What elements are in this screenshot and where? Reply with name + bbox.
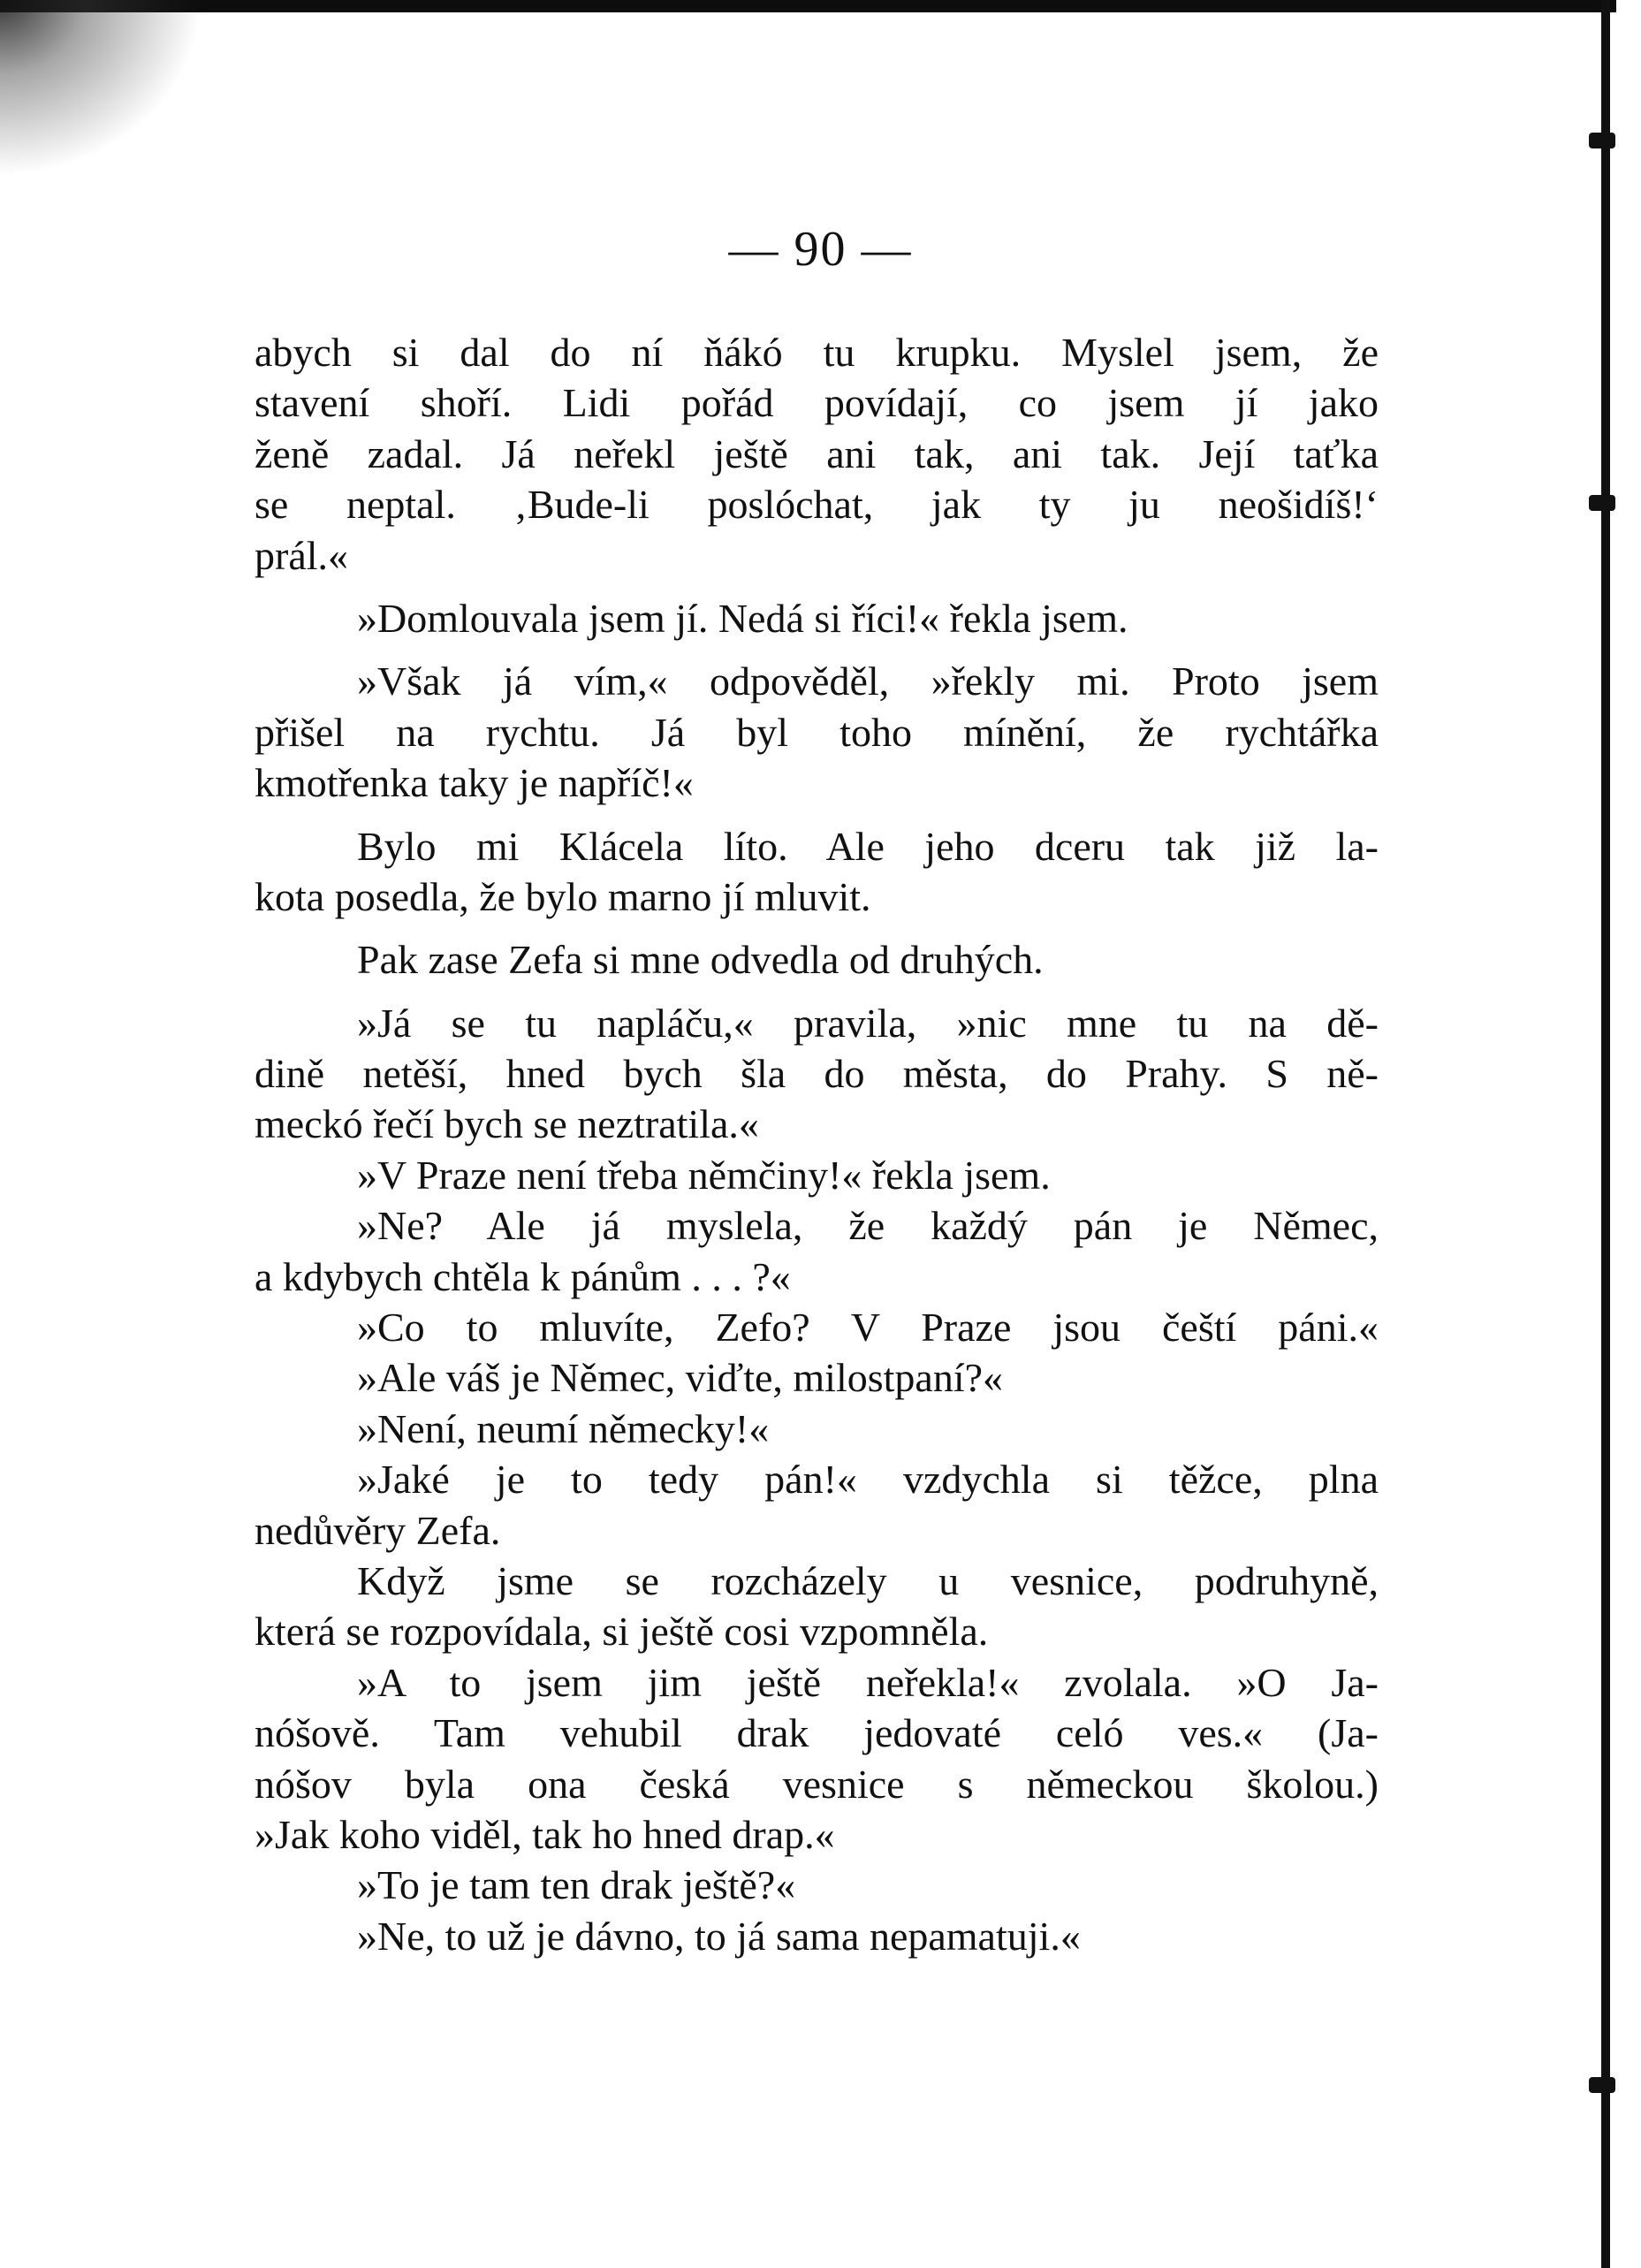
text-line: prál.« <box>255 532 349 578</box>
body-text <box>255 327 1379 1961</box>
text-line: přišel na rychtu. Já byl toho mínění, že rychtářka <box>255 709 1379 755</box>
text-line: »A to jsem jim ještě neřekla!« zvolala. »O Ja- <box>357 1659 1379 1705</box>
text-line: »Domlouvala jsem jí. Nedá si říci!« řekla jsem. <box>357 595 1128 641</box>
text-line: »Ne, to už je dávno, to já sama nepamatuji.« <box>357 1913 1081 1959</box>
text-line: Pak zase Zefa si mne odvedla od druhých. <box>357 937 1044 983</box>
text-line: nedůvěry Zefa. <box>255 1507 501 1553</box>
text-line: »Já se tu napláču,« pravila, »nic mne tu na dě- <box>357 1000 1379 1046</box>
text-line: »Jaké je to tedy pán!« vzdychla si těžce, plna <box>357 1457 1379 1503</box>
page-number: — 90 — <box>728 222 913 277</box>
text-line: meckó řečí bych se neztratila.« <box>255 1101 759 1147</box>
text-line: a kdybych chtěla k pánům . . . ?« <box>255 1253 791 1299</box>
text-line: stavení shoří. Lidi pořád povídají, co jsem jí jako <box>255 380 1379 426</box>
text-line: která se rozpovídala, si ještě cosi vzpomněla. <box>255 1609 989 1655</box>
text-line: »V Praze není třeba němčiny!« řekla jsem. <box>357 1152 1051 1198</box>
scan-top-edge <box>0 0 1641 12</box>
scan-edge-mark <box>1589 495 1615 511</box>
scan-edge-mark <box>1589 133 1615 148</box>
text-line: »Ale váš je Němec, viďte, milostpaní?« <box>357 1355 1004 1401</box>
text-line: nóšov byla ona česká vesnice s německou školou.) <box>255 1761 1379 1807</box>
text-line: kota posedla, že bylo marno jí mluvit. <box>255 873 871 919</box>
text-line: Když jsme se rozcházely u vesnice, podruhyně, <box>357 1557 1379 1603</box>
scan-right-edge <box>1601 0 1610 2268</box>
text-line: abych si dal do ní ňákó tu krupku. Myslel jsem, že <box>255 330 1379 375</box>
scan-right-margin <box>1616 0 1641 2268</box>
text-line: »To je tam ten drak ještě?« <box>357 1862 796 1908</box>
text-line: dině netěší, hned bych šla do města, do Prahy. S ně- <box>255 1051 1379 1097</box>
text-line: se neptal. ‚Bude-li poslóchat, jak ty ju neošidíš!‘ <box>255 482 1379 528</box>
text-line: »Jak koho viděl, tak ho hned drap.« <box>255 1811 835 1857</box>
text-line: ženě zadal. Já neřekl ještě ani tak, ani tak. Její taťka <box>255 430 1379 476</box>
scan-edge-mark <box>1589 2077 1615 2093</box>
text-line: »Ne? Ale já myslela, že každý pán je Němec, <box>357 1203 1379 1249</box>
text-line: »Není, neumí německy!« <box>357 1405 770 1451</box>
scan-corner-shadow <box>0 0 203 177</box>
text-line: nóšově. Tam vehubil drak jedovaté celó ves.« (Ja- <box>255 1710 1379 1756</box>
text-line: »Co to mluvíte, Zefo? V Praze jsou čeští páni.« <box>357 1305 1379 1351</box>
text-line: Bylo mi Klácela líto. Ale jeho dceru tak již la- <box>357 823 1379 869</box>
text-line: kmotřenka taky je napříč!« <box>255 760 694 806</box>
text-line: »Však já vím,« odpověděl, »řekly mi. Proto jsem <box>357 658 1379 704</box>
